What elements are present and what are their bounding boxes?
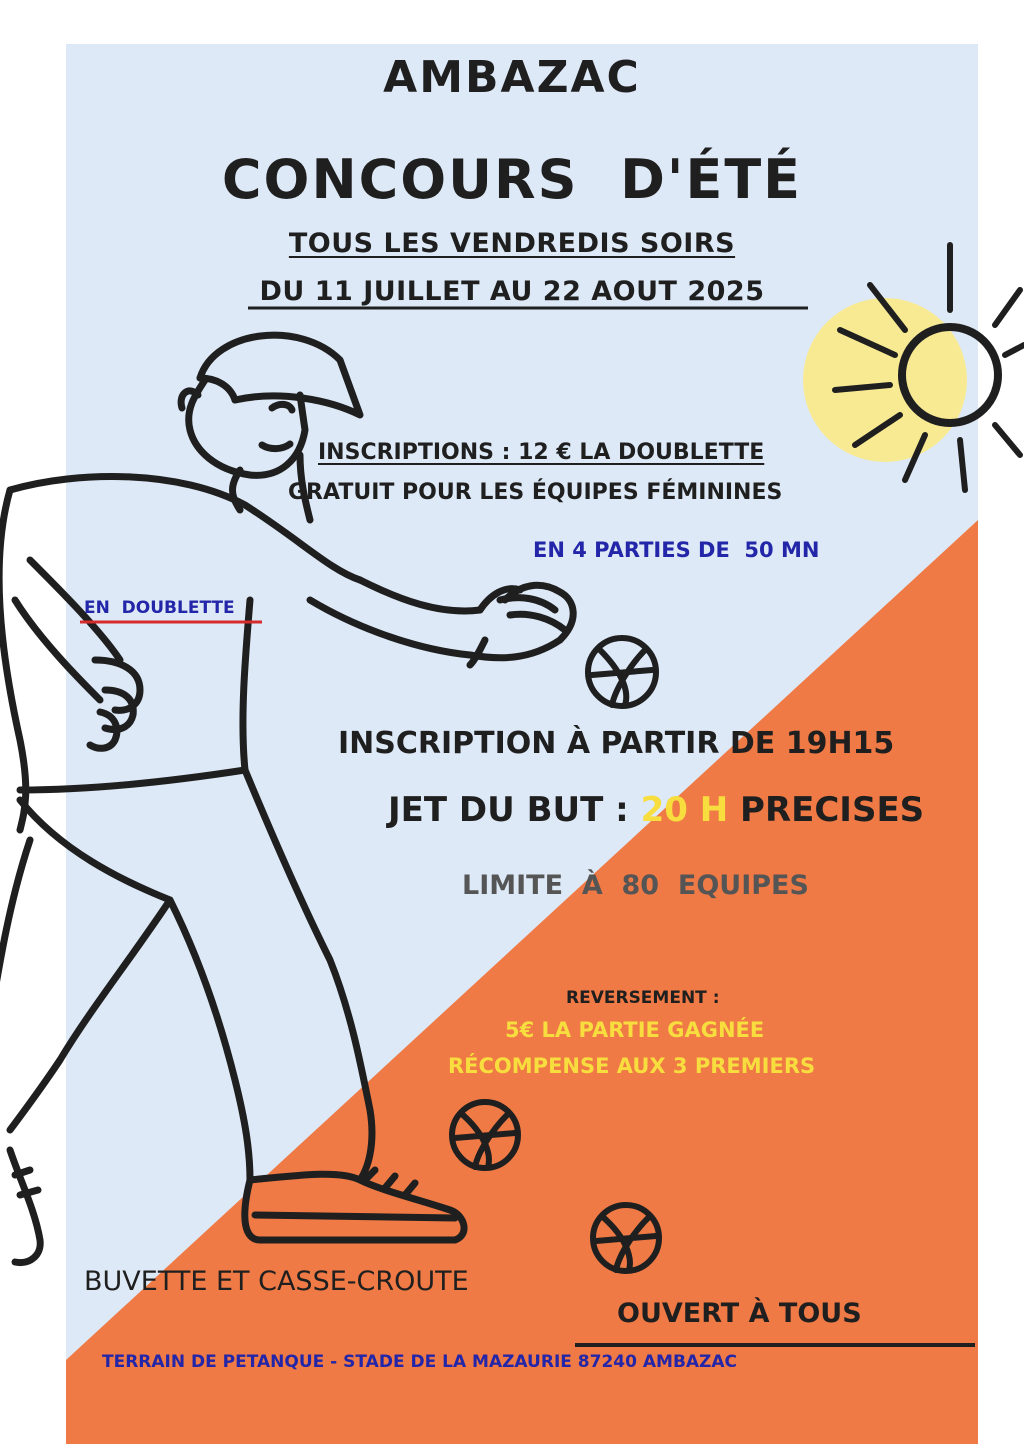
prize-per-game: 5€ LA PARTIE GAGNÉE <box>505 1018 765 1042</box>
jet-du-but <box>388 790 924 830</box>
prize-top-three: RÉCOMPENSE AUX 3 PREMIERS <box>448 1054 816 1078</box>
schedule-line-1: TOUS LES VENDREDIS SOIRS <box>288 228 736 259</box>
registration-time: INSCRIPTION À PARTIR DE 19H15 <box>338 726 895 761</box>
schedule-line-2: DU 11 JUILLET AU 22 AOUT 2025 <box>259 276 765 307</box>
town-name: AMBAZAC <box>383 52 641 103</box>
free-for-women: GRATUIT POUR LES ÉQUIPES FÉMININES <box>288 480 783 505</box>
jet-label: JET DU BUT : <box>388 790 629 830</box>
registration-fee: INSCRIPTIONS : 12 € LA DOUBLETTE <box>318 440 765 465</box>
game-parts: EN 4 PARTIES DE 50 MN <box>533 538 820 562</box>
buvette: BUVETTE ET CASSE-CROUTE <box>84 1266 469 1297</box>
jet-suffix: PRECISES <box>740 790 925 830</box>
open-to-all: OUVERT À TOUS <box>617 1298 862 1329</box>
page-title: CONCOURS D'ÉTÉ <box>221 148 803 211</box>
format-doublette: EN DOUBLETTE <box>84 598 235 618</box>
jet-time: 20 H <box>640 790 729 830</box>
address: TERRAIN DE PETANQUE - STADE DE LA MAZAURIE 87240 AMBAZAC <box>102 1352 738 1372</box>
prize-label: REVERSEMENT : <box>566 988 720 1008</box>
team-limit: LIMITE À 80 EQUIPES <box>462 870 809 901</box>
